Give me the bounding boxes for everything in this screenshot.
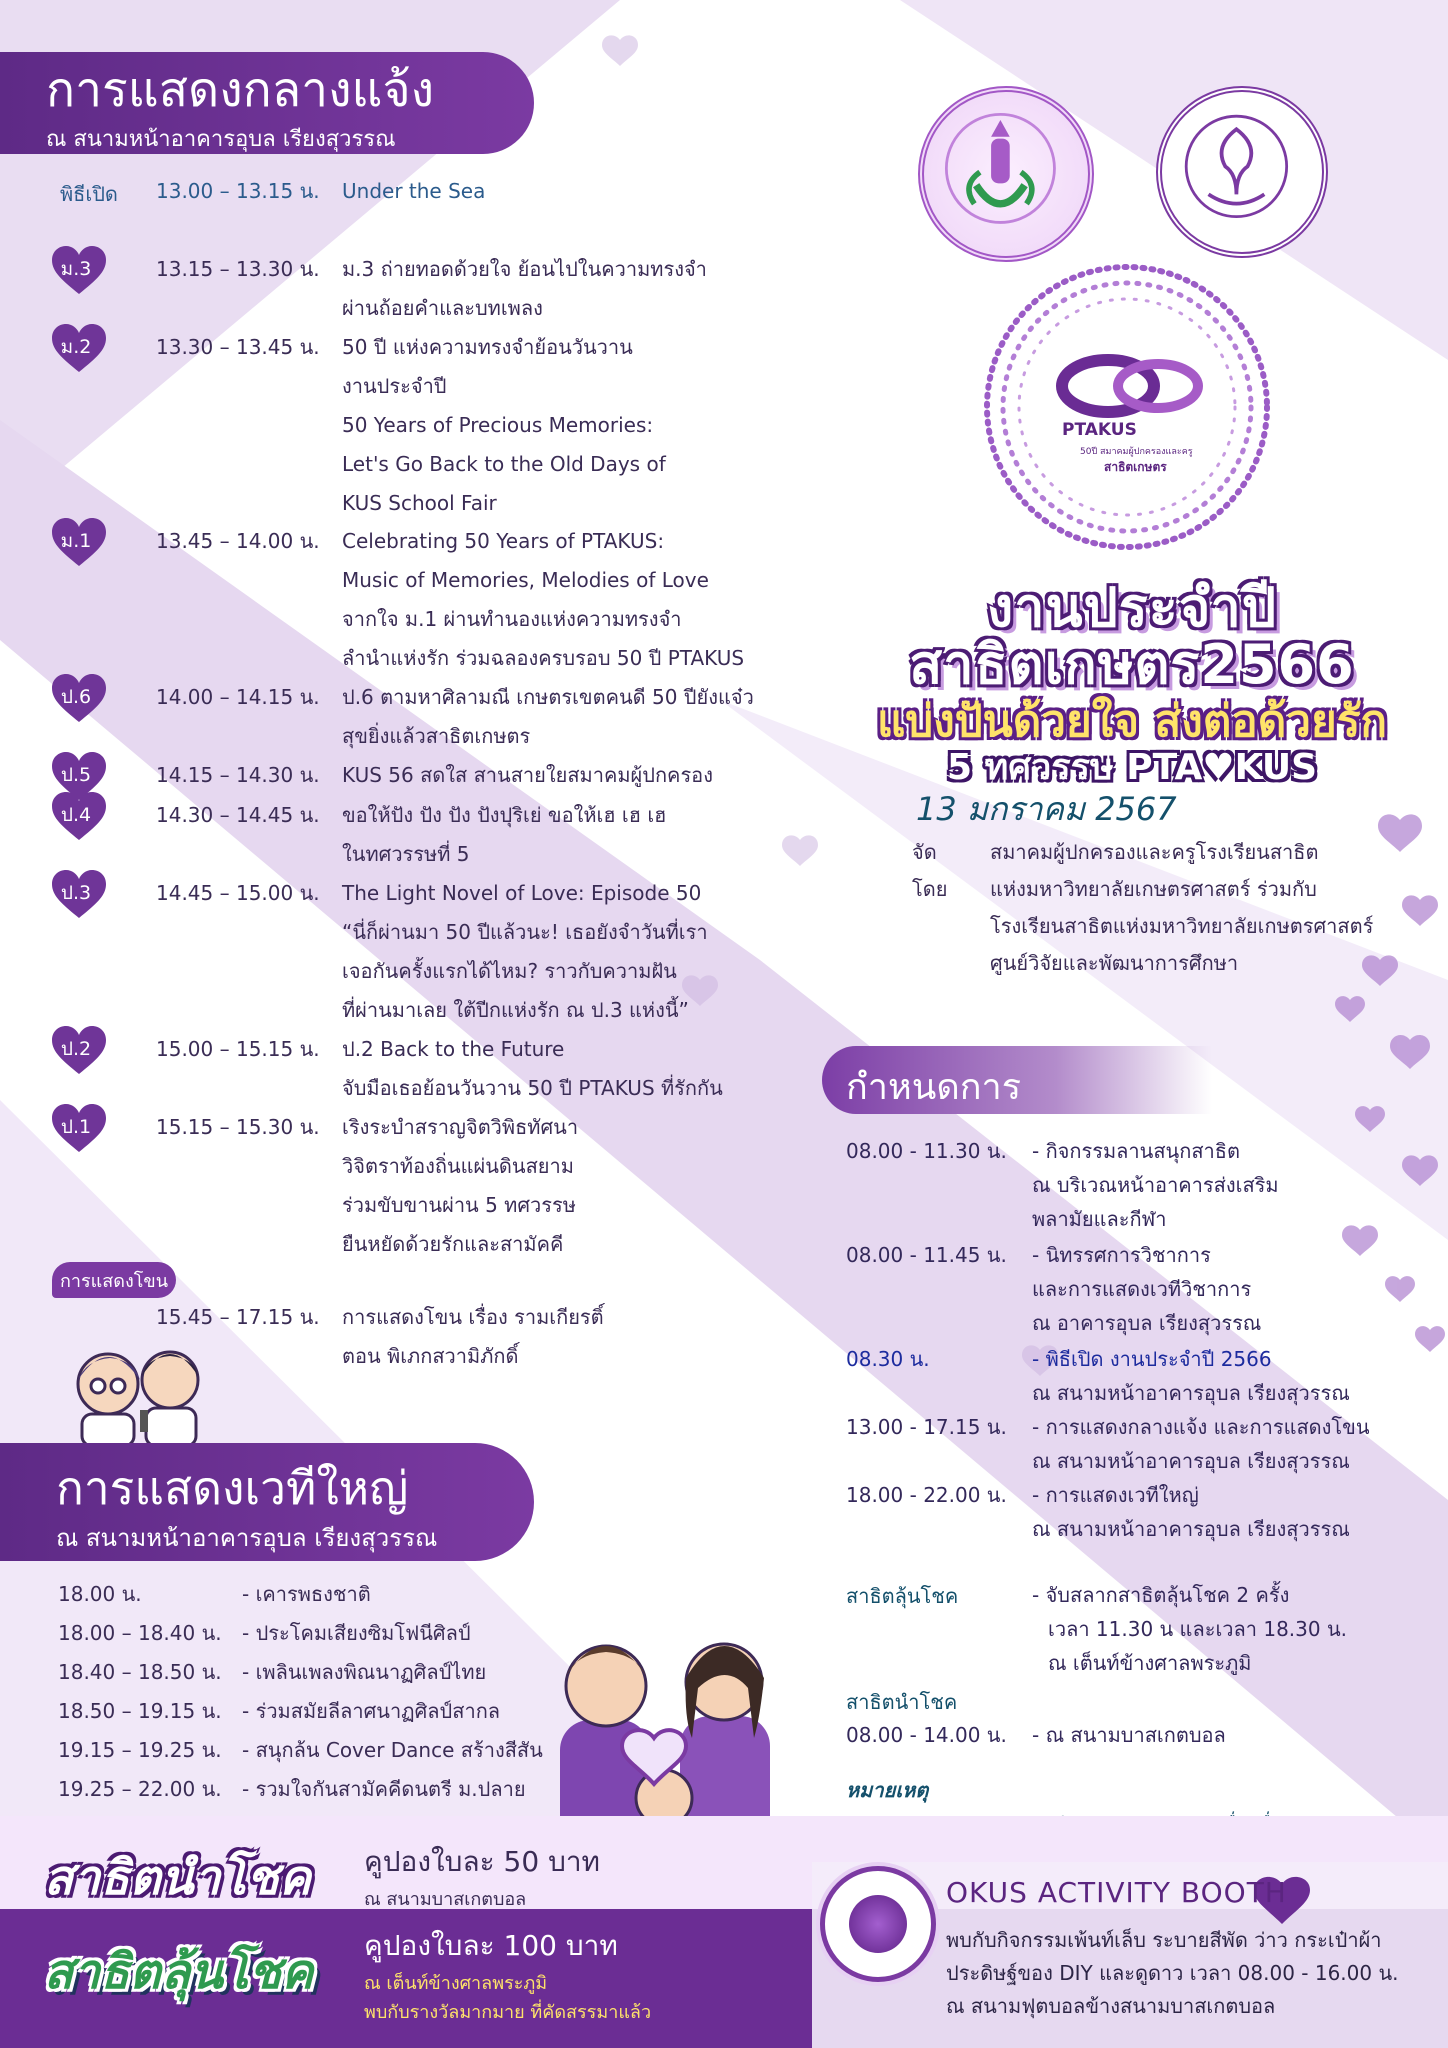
- description-line: 50 Years of Precious Memories:: [342, 413, 654, 437]
- stage-time: 19.15 – 19.25 น.: [58, 1738, 222, 1762]
- luck-title: สาธิตนำโชค: [44, 1850, 311, 1906]
- performance-time: 15.00 – 15.15 น.: [156, 1037, 320, 1061]
- class-heart-badge: [50, 868, 108, 920]
- performance-description: [342, 874, 708, 1030]
- organizer-lines: สมาคมผู้ปกครองและครูโรงเรียนสาธิต แห่งมหาวิทยาลัยเกษตรศาสตร์ ร่วมกับ โรงเรียนสาธิตแห่งมหาวิทยาลัยเกษตรศาสตร์ ศูนย์วิจัยและพัฒนาการศึกษา: [990, 840, 1374, 975]
- booth-description: พบกับกิจกรรมเพ้นท์เล็บ ระบายสีพัด ว่าว กระเป๋าผ้า ประดิษฐ์ของ DIY และดูดาว เวลา 08.00 - 16.00 น. ณ สนามฟุตบอลข้างสนามบาสเกตบอล: [946, 1928, 1399, 2018]
- class-tag: ป.6: [60, 686, 92, 708]
- draw-price: คูปองใบละ 100 บาท: [364, 1929, 618, 1962]
- opening-tag: พิธีเปิด: [60, 182, 118, 206]
- performance-description: [342, 796, 666, 874]
- luck-price: คูปองใบละ 50 บาท: [364, 1845, 601, 1878]
- class-tag: ป.2: [60, 1038, 92, 1060]
- khon-tag: การแสดงโขน: [52, 1262, 176, 1298]
- stage-act: - ประโคมเสียงซิมโฟนีศิลป์: [242, 1621, 471, 1645]
- description-line: ยืนหยัดด้วยรักและสามัคคี: [342, 1232, 564, 1256]
- description-line: Celebrating 50 Years of PTAKUS:: [342, 529, 665, 553]
- schedule-time: 18.00 - 22.00 น.: [846, 1483, 1007, 1507]
- description-line: เจอกันครั้งแรกได้ไหม? ราวกับความฝัน: [342, 959, 677, 983]
- description-line: จากใจ ม.1 ผ่านทำนองแห่งความทรงจำ: [342, 607, 682, 631]
- stage-act: - สนุกล้น Cover Dance สร้างสีสัน: [242, 1738, 543, 1762]
- schedule-time: 08.00 - 11.45 น.: [846, 1243, 1007, 1267]
- class-heart-badge: [50, 322, 108, 374]
- schedule-lines: [1032, 1238, 1261, 1340]
- class-heart-badge: [50, 1024, 108, 1076]
- ptakus-50-year-logo: [978, 258, 1276, 556]
- logo-sub-2: สาธิตเกษตร: [1104, 460, 1167, 474]
- description-line: The Light Novel of Love: Episode 50: [342, 881, 702, 905]
- stage-venue: ณ สนามหน้าอาคารอุบล เรียงสุวรรณ: [56, 1523, 438, 1552]
- lottery-lines: - จับสลากสาธิตลุ้นโชค 2 ครั้ง เวลา 11.30 น และเวลา 18.30 น. ณ เต็นท์ข้างศาลพระภูมิ: [1032, 1583, 1347, 1675]
- class-tag: ป.4: [60, 804, 92, 826]
- activity-booth: [812, 1862, 1448, 2048]
- event-title-line3: 5 ทศวรรษ PTA♥KUS: [946, 746, 1318, 788]
- khon-time: 15.45 – 17.15 น.: [156, 1305, 320, 1329]
- emblem-figure-icon: [924, 92, 1088, 256]
- stage-time: 18.00 น.: [58, 1582, 142, 1606]
- performance-time: 14.15 – 14.30 น.: [156, 763, 320, 787]
- description-line: ผ่านถ้อยคำและบทเพลง: [342, 296, 543, 320]
- event-date: 13 มกราคม 2567: [916, 790, 1177, 828]
- class-heart-badge: [50, 672, 108, 724]
- luck-info: [364, 1840, 600, 1913]
- performance-time: 14.45 – 15.00 น.: [156, 881, 320, 905]
- stage-banner: [0, 1443, 534, 1561]
- draw-info: [364, 1924, 651, 2026]
- description-line: งานประจำปี: [342, 374, 447, 398]
- schedule-line: - นิทรรศการวิชาการ: [1032, 1243, 1211, 1267]
- description-line: ขอให้ปัง ปัง ปัง ปังปุริเย่ ขอให้เฮ เฮ เฮ: [342, 803, 667, 827]
- stage-act: - ร่วมสมัยลีลาศนาฏศิลป์สากล: [242, 1699, 501, 1723]
- luck-venue: ณ สนามบาสเกตบอล: [364, 1889, 527, 1910]
- schedule-line: - พิธีเปิด งานประจำปี 2566: [1032, 1347, 1272, 1371]
- outdoor-venue: ณ สนามหน้าอาคารอุบล เรียงสุวรรณ: [46, 126, 396, 152]
- schedule-line: ณ สนามหน้าอาคารอุบล เรียงสุวรรณ: [1032, 1449, 1350, 1473]
- description-line: ในทศวรรษที่ 5: [342, 842, 470, 866]
- class-heart-badge: [50, 1102, 108, 1154]
- stage-act: - เคารพธงชาติ: [242, 1582, 371, 1606]
- description-line: “นี่ก็ผ่านมา 50 ปีแล้วนะ! เธอยังจำวันที่เรา: [342, 920, 708, 944]
- booth-title: OKUS ACTIVITY BOOTH: [946, 1876, 1287, 1909]
- schedule-time: 13.00 - 17.15 น.: [846, 1415, 1007, 1439]
- stage-act: - รวมใจกันสามัคคีดนตรี ม.ปลาย: [242, 1777, 526, 1801]
- class-heart-badge: [50, 516, 108, 568]
- class-tag: ม.3: [60, 258, 92, 280]
- description-line: วิจิตราท้องถิ่นแผ่นดินสยาม: [342, 1154, 574, 1178]
- note-label: หมายเหตุ: [846, 1778, 929, 1802]
- logo-ptakus-text: PTAKUS: [1062, 420, 1137, 440]
- schedule-line: พลามัยและกีฬา: [1032, 1207, 1167, 1231]
- schedule-line: - การแสดงเวทีใหญ่: [1032, 1483, 1199, 1507]
- stage-time: 18.00 – 18.40 น.: [58, 1621, 222, 1645]
- description-line: ป.2 Back to the Future: [342, 1037, 565, 1061]
- performance-description: [342, 522, 744, 678]
- schedule-line: และการแสดงเวทีวิชาการ: [1032, 1277, 1252, 1301]
- performance-time: 14.00 – 14.15 น.: [156, 685, 320, 709]
- stage-time: 18.50 – 19.15 น.: [58, 1699, 222, 1723]
- description-line: KUS School Fair: [342, 491, 497, 515]
- schedule-lines: [1032, 1410, 1370, 1478]
- description-line: Let's Go Back to the Old Days of: [342, 452, 666, 476]
- class-tag: ป.5: [60, 764, 92, 786]
- schedule-lines: [1032, 1342, 1350, 1410]
- schedule-line: - การแสดงกลางแจ้ง และการแสดงโขน: [1032, 1415, 1370, 1439]
- opening-activity: Under the Sea: [342, 179, 486, 203]
- draw-prize: พบกับรางวัลมากมาย ที่คัดสรรมาแล้ว: [364, 2002, 652, 2023]
- schedule-lines: [1032, 1134, 1279, 1236]
- performance-time: 13.30 – 13.45 น.: [156, 335, 320, 359]
- schedule-lines: [1032, 1478, 1350, 1546]
- luck-place: - ณ สนามบาสเกตบอล: [1032, 1723, 1226, 1747]
- class-tag: ป.1: [60, 1116, 92, 1138]
- opening-time: 13.00 – 13.15 น.: [156, 179, 320, 203]
- tree-emblem-icon: [1162, 92, 1322, 252]
- description-line: ที่ผ่านมาเลย ใต้ปีกแห่งรัก ณ ป.3 แห่งนี้”: [342, 998, 689, 1022]
- description-line: 50 ปี แห่งความทรงจำย้อนวันวาน: [342, 335, 633, 359]
- dotted-ring-logo: [978, 258, 1276, 556]
- description-line: เริงระบำสราญจิตวิพิธทัศนา: [342, 1115, 579, 1139]
- class-heart-badge: [50, 244, 108, 296]
- description-line: KUS 56 สดใส สานสายใยสมาคมผู้ปกครอง: [342, 763, 713, 787]
- event-title-block: [872, 576, 1392, 788]
- outdoor-title: การแสดงกลางแจ้ง: [46, 62, 435, 118]
- performance-description: [342, 678, 754, 756]
- cartoon-kids-illustration: [52, 1340, 222, 1446]
- stage-title: การแสดงเวทีใหญ่: [56, 1461, 409, 1515]
- class-heart-badge: [50, 790, 108, 842]
- draw-venue: ณ เต็นท์ข้างศาลพระภูมิ: [364, 1973, 548, 1994]
- description-line: ม.3 ถ่ายทอดด้วยใจ ย้อนไปในความทรงจำ: [342, 257, 707, 281]
- performance-time: 13.15 – 13.30 น.: [156, 257, 320, 281]
- luck-label: สาธิตนำโชค: [846, 1690, 958, 1714]
- pta-association-emblem: [1156, 86, 1328, 258]
- performance-time: 13.45 – 14.00 น.: [156, 529, 320, 553]
- kus-emblem-logo: [918, 86, 1094, 262]
- schedule-line: ณ สนามหน้าอาคารอุบล เรียงสุวรรณ: [1032, 1517, 1350, 1541]
- class-tag: ม.1: [60, 530, 92, 552]
- description-line: ลำนำแห่งรัก ร่วมฉลองครบรอบ 50 ปี PTAKUS: [342, 646, 745, 670]
- stage-time: 19.25 – 22.00 น.: [58, 1777, 222, 1801]
- performance-description: [342, 1108, 578, 1264]
- performance-description: [342, 328, 666, 523]
- schedule-time: 08.00 - 11.30 น.: [846, 1139, 1007, 1163]
- stage-time: 18.40 – 18.50 น.: [58, 1660, 222, 1684]
- event-title-line1: งานประจำปี: [986, 576, 1278, 639]
- schedule-line: ณ อาคารอุบล เรียงสุวรรณ: [1032, 1311, 1262, 1335]
- schedule-time: 08.30 น.: [846, 1347, 930, 1371]
- outdoor-banner: [0, 52, 534, 154]
- description-line: จับมือเธอย้อนวันวาน 50 ปี PTAKUS ที่รักกัน: [342, 1076, 723, 1100]
- luck-time: 08.00 - 14.00 น.: [846, 1723, 1007, 1747]
- schedule-line: - กิจกรรมลานสนุกสาธิต: [1032, 1139, 1240, 1163]
- logo-sub-1: 50ปี สมาคมผู้ปกครองและครู: [1080, 447, 1193, 457]
- performance-description: [342, 1030, 723, 1108]
- description-line: สุขยิ่งแล้วสาธิตเกษตร: [342, 724, 531, 748]
- schedule-line: ณ สนามหน้าอาคารอุบล เรียงสุวรรณ: [1032, 1381, 1350, 1405]
- khon-activity: การแสดงโขน เรื่อง รามเกียรติ์ ตอน พิเภกสวามิภักดิ์: [342, 1305, 604, 1368]
- performance-description: [342, 756, 713, 795]
- stage-act: - เพลินเพลงพิณนาฏศิลป์ไทย: [242, 1660, 487, 1684]
- organizer-label: จัดโดย: [912, 840, 948, 901]
- class-tag: ป.3: [60, 882, 92, 904]
- class-tag: ม.2: [60, 336, 92, 358]
- description-line: Music of Memories, Melodies of Love: [342, 568, 709, 592]
- performance-time: 14.30 – 14.45 น.: [156, 803, 320, 827]
- draw-title: สาธิตลุ้นโชค: [44, 1944, 314, 2000]
- event-title-line2: แบ่งปันด้วยใจ ส่งต่อด้วยรัก: [876, 696, 1388, 748]
- description-line: ป.6 ตามหาศิลามณี เกษตรเขตคนดี 50 ปียังแจ๋ว: [342, 685, 754, 709]
- performance-time: 15.15 – 15.30 น.: [156, 1115, 320, 1139]
- schedule-line: ณ บริเวณหน้าอาคารส่งเสริม: [1032, 1173, 1279, 1197]
- schedule-banner: กำหนดการ: [822, 1046, 1212, 1114]
- performance-description: [342, 250, 707, 328]
- lottery-label: สาธิตลุ้นโชค: [846, 1584, 959, 1608]
- description-line: ร่วมขับขานผ่าน 5 ทศวรรษ: [342, 1193, 576, 1217]
- okus-badge-logo: [820, 1866, 936, 1982]
- event-title-line1b: สาธิตเกษตร2566: [909, 632, 1355, 696]
